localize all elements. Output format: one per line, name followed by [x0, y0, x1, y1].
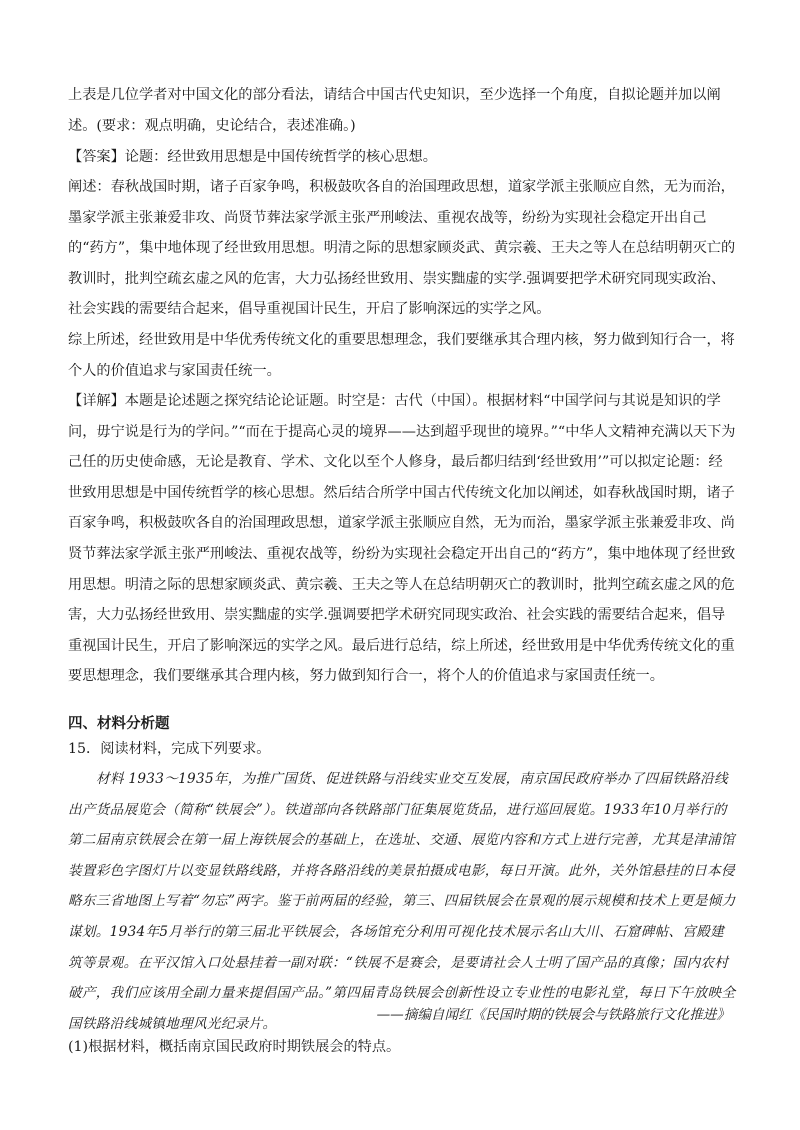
- question-prompt: 15．阅读材料，完成下列要求。: [68, 741, 271, 757]
- material-text: [68, 764, 736, 1039]
- sub-question-1: (1)根据材料，概括南京国民政府时期铁展会的特点。: [68, 1039, 401, 1055]
- question-intro: 上表是几位学者对中国文化的部分看法，请结合中国古代史知识，至少选择一个角度，自拟论题并加以阐述。(要求：观点明确，史论结合，表述准确。): [68, 87, 721, 134]
- answer-detail: 【详解】本题是论述题之探究结论论证题。时空是：古代（中国）。根据材料“中国学问与其说是知识的学问，毋宁说是行为的学问。”“而在于提高心灵的境界——达到超乎现世的境界。”“中华人文精神充满以天下为己任的历史使命感，无论是教育、学术、文化以至个人修身，最后都归结到‘经世致用’”可以拟定论题：经世致用思想是中国传统哲学的核心思想。然后结合所学中国古代传统文化加以阐述，如春秋战国时期，诸子百家争鸣，积极鼓吹各自的治国理政思想，道家学派主张顺应自然，无为而治，墨家学派主张兼爱非攻、尚贤节葬法家学派主张严刑峻法、重视农战等，纷纷为实现社会稳定开出自己的“药方”，集中地体现了经世致用思想。明清之际的思想家顾炎武、黄宗羲、王夫之等人在总结明朝灭亡的教训时，批判空疏玄虚之风的危害，大力弘扬经世致用、崇实黜虚的实学.强调要把学术研究同现实政治、社会实践的需要结合起来，倡导重视国计民生，开启了影响深远的实学之风。最后进行总结，综上所述，经世致用是中华优秀传统文化的重要思想理念，我们要继承其合理内核，努力做到知行合一，将个人的价值追求与家国责任统一。: [68, 393, 736, 685]
- answer-conclusion: 综上所述，经世致用是中华优秀传统文化的重要思想理念，我们要继承其合理内核，努力做到知行合一，将个人的价值追求与家国责任统一。: [68, 332, 735, 379]
- material-source: ——摘编自闻红《民国时期的铁展会与铁路旅行文化推进》: [376, 1007, 730, 1023]
- answer-thesis: 【答案】论题：经世致用思想是中国传统哲学的核心思想。: [68, 149, 437, 165]
- answer-exposition: 阐述：春秋战国时期，诸子百家争鸣，积极鼓吹各自的治国理政思想，道家学派主张顺应自然，无为而治，墨家学派主张兼爱非攻、尚贤节葬法家学派主张严刑峻法、重视农战等，纷纷为实现社会稳定开出自己的“药方”，集中地体现了经世致用思想。明清之际的思想家顾炎武、黄宗羲、王夫之等人在总结明朝灭亡的教训时，批判空疏玄虚之风的危害，大力弘扬经世致用、崇实黜虚的实学.强调要把学术研究同现实政治、社会实践的需要结合起来，倡导重视国计民生，开启了影响深远的实学之风。: [68, 179, 736, 318]
- section-heading: 四、材料分析题: [68, 716, 170, 732]
- material-body: 材料 1933～1935年，为推广国货、促进铁路与沿线实业交互发展，南京国民政府举办了四届铁路沿线出产货品展览会（简称“铁展会”）。铁道部向各铁路部门征集展览货品，进行巡回展览。1933年10月举行的第二届南京铁展会在第一届上海铁展会的基础上，在选址、交通、展览内容和方式上进行完善，尤其是津浦馆装置彩色字图灯片以变显铁路线路，并将各路沿线的美景拍摄成电影，每日开演。此外，关外馆悬挂的日本侵略东三省地图上写着“勿忘”两字。鉴于前两届的经验，第三、四届铁展会在景观的展示规模和技术上更是倾力谋划。1934年5月举行的第三届北平铁展会，各场馆充分利用可视化技术展示名山大川、石窟碑帖、宫殿建筑等景观。在平汉馆入口处悬挂着一副对联：“铁展不是赛会，是要请社会人士明了国产品的真像；国内农村破产，我们应该用全副力量来提倡国产品。”第四届青岛铁展会创新性设立专业性的电影礼堂，每日下午放映全国铁路沿线城镇地理风光纪录片。: [68, 771, 736, 1032]
